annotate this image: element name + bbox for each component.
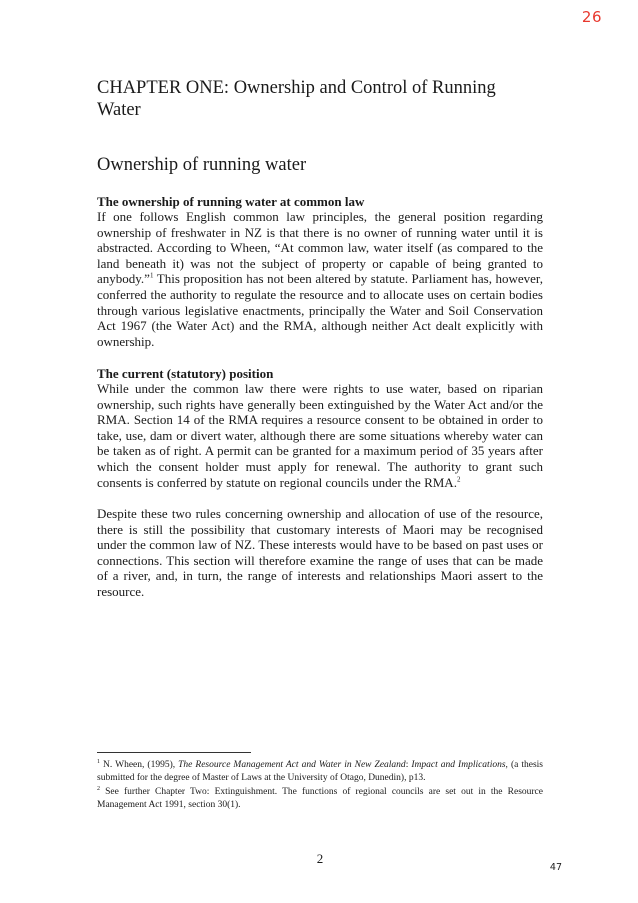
bottom-right-number: 47 bbox=[549, 862, 562, 873]
subheading-statutory-position: The current (statutory) position bbox=[97, 366, 274, 381]
footnote-ref-1[interactable]: 1 bbox=[149, 272, 154, 281]
footnote-divider bbox=[97, 752, 251, 753]
subheading-common-law: The ownership of running water at common law bbox=[97, 194, 365, 209]
section-common-law bbox=[97, 194, 543, 349]
page-number: 2 bbox=[316, 851, 324, 866]
paragraph-common-law: If one follows English common law principles, the general position regarding ownership of freshwater in NZ is that there is no owner of running water until it is abstracted. According to Wheen, “At common law, water itself (as compared to the land beneath it) was not the subject of property or capable of being granted to anybody.”$^1$ This proposition has not been altered by statute. Parliament has, however, conferred the authority to regulate the resource and to allocate uses on certain bodies through various legislative enactments, principally the Water and Soil Conservation Act 1967 (the Water Act) and the RMA, although neither Act dealt explicitly with ownership. bbox=[97, 209, 543, 349]
paragraph-customary-interests: Despite these two rules concerning ownership and allocation of use of the resource, there is still the possibility that customary interests of Maori may be recognised under the common law of NZ. These interests would have to be based on past uses or connections. This section will therefore examine the range of uses that can be made of a river, and, in turn, the range of interests and relationships Maori assert to the resource. bbox=[97, 506, 543, 599]
section-customary-interests bbox=[97, 506, 543, 600]
section-title: Ownership of running water bbox=[97, 155, 307, 175]
footnote-ref-2[interactable]: 2 bbox=[456, 475, 461, 484]
footnote-1: $^1$ N. Wheen, (1995), The Resource Management Act and Water in New Zealand: Impact and Implications, (a thesis submitted for the degree of Master of Laws at the University of Otago, Dunedin), p13. bbox=[97, 758, 543, 784]
corner-page-number: 26 bbox=[581, 8, 602, 26]
section-statutory-position bbox=[97, 366, 543, 490]
footnotes bbox=[97, 759, 543, 813]
chapter-title: CHAPTER ONE: Ownership and Control of Running Water bbox=[97, 78, 496, 120]
footnote-2: $^2$ See further Chapter Two: Extinguishment. The functions of regional councils are set out in the Resource Management Act 1991, section 30(1). bbox=[97, 785, 543, 811]
paragraph-statutory-position: While under the common law there were rights to use water, based on riparian ownership, such rights have generally been extinguished by the Water Act and/or the RMA. Section 14 of the RMA requires a resource consent to be obtained in order to take, use, dam or divert water, although there are some situations whereby water can be taken as of right. A permit can be granted for a maximum period of 35 years after which the consent holder must apply for renewal. The authority to grant such consents is conferred by statute on regional councils under the RMA.$^2$ bbox=[97, 381, 543, 490]
